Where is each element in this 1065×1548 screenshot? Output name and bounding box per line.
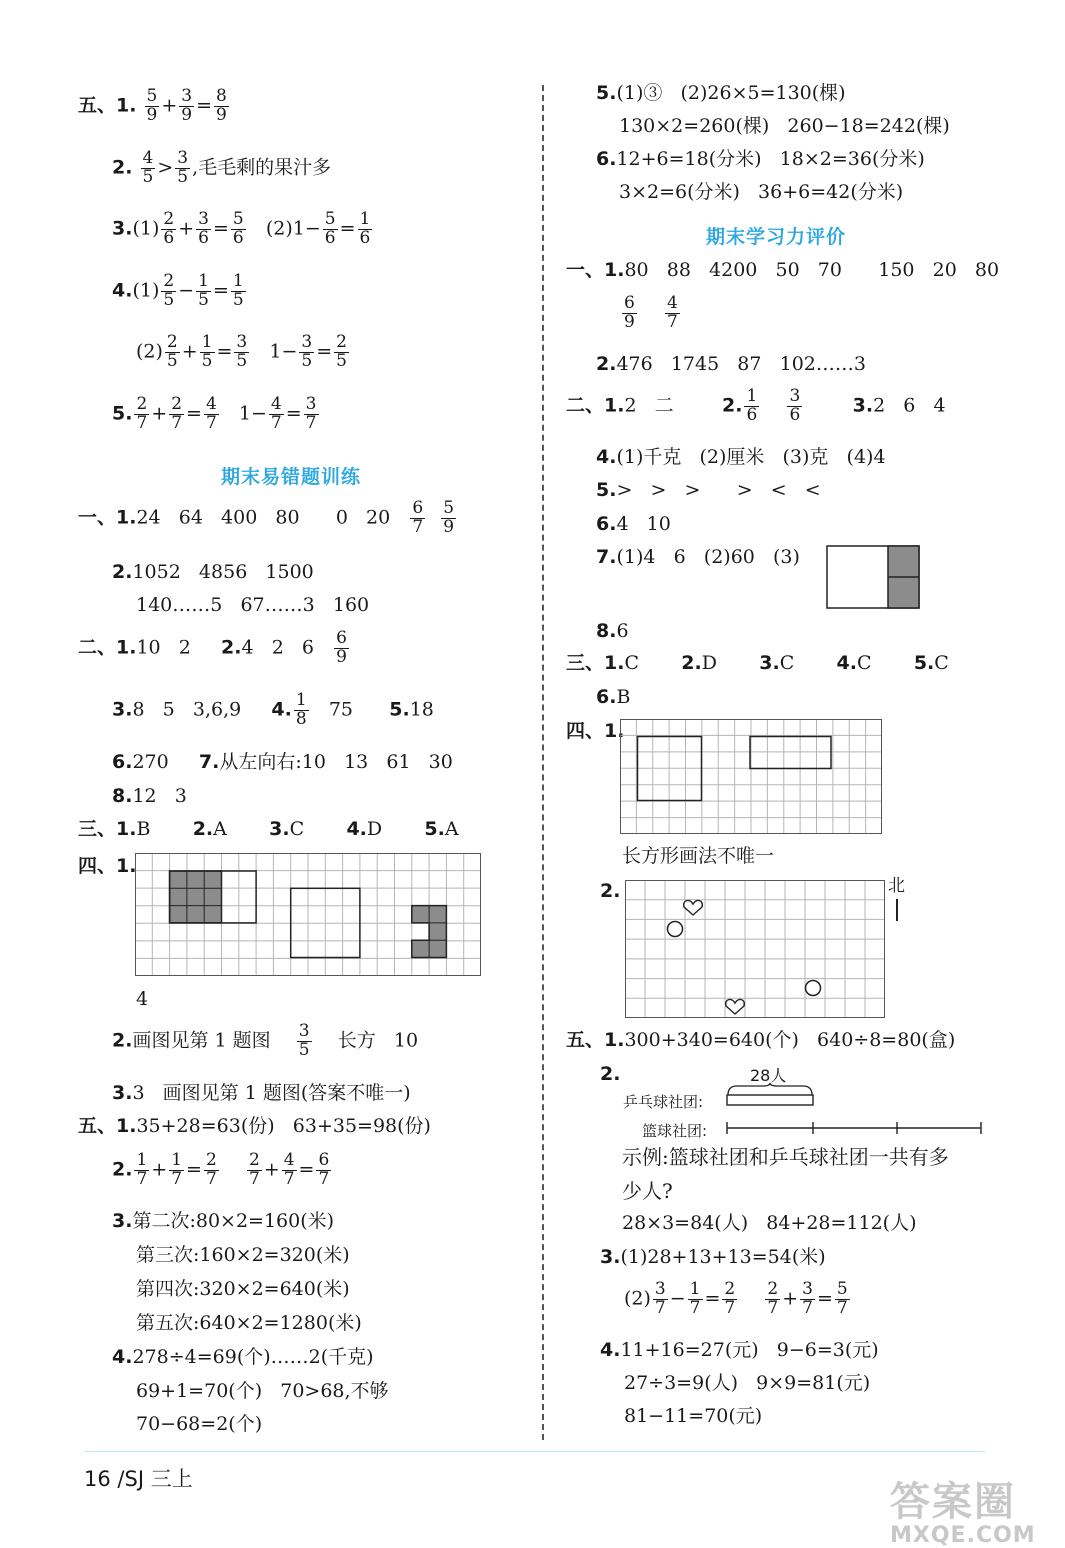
- fraction: $\frac{3}{9}$: [181, 86, 193, 125]
- fraction: $\frac{8}{9}$: [216, 86, 227, 125]
- right-r16a: 示例:篮球社团和乒乓球社团一共有多: [622, 1145, 949, 1169]
- right-r13-note: 长方形画法不唯一: [622, 845, 775, 867]
- left-t11: 五、1.35+28=63(份) 63+35=98(份): [78, 1115, 431, 1137]
- left-t7: 三、1.B 2.A 3.C 4.D 5.A: [78, 818, 459, 840]
- left-t13c: 第四次:320×2=640(米): [136, 1278, 350, 1300]
- left-t8-answer: 4: [136, 988, 149, 1010]
- shaded-square: [170, 871, 222, 923]
- left-s5-line3: 3.(1) $\frac{2}{6}$ + $\frac{3}{6}$ = $\frac{5}{6}$ (2)1− $\frac{5}{6}$ = $\frac{1}{6}$: [112, 209, 371, 248]
- right-r6: 4.(1)千克 (2)厘米 (3)克 (4)4: [596, 446, 886, 468]
- pingpong-bar: [725, 1093, 817, 1107]
- right-r3b: $\frac{6}{9}$ $\frac{4}{7}$: [624, 293, 678, 332]
- right-r16b: 少人?: [622, 1179, 673, 1203]
- right-r2: 6.12+6=18(分米) 18×2=36(分米): [596, 148, 925, 170]
- right-r9: 7.(1)4 6 (2)60 (3): [596, 546, 800, 568]
- left-grid-figure: [135, 853, 481, 976]
- left-t14c: 70−68=2(个): [136, 1413, 263, 1435]
- circle-marker: [806, 981, 821, 996]
- right-r8: 6.4 10: [596, 513, 671, 535]
- diagram-row1-label: 乒乓球社团:: [623, 1093, 704, 1111]
- diagram-top-label: 28人: [750, 1066, 787, 1085]
- left-t14: 4.278÷4=69(个)……2(千克): [112, 1346, 374, 1368]
- fraction: $\frac{5}{9}$: [146, 86, 158, 125]
- left-t10: 3.3 画图见第 1 题图(答案不唯一): [112, 1082, 411, 1104]
- right-r16: 2.: [600, 1063, 621, 1085]
- right-r10: 8.6: [596, 620, 629, 642]
- page-footer: [84, 1463, 193, 1493]
- right-r12: 6.B: [596, 686, 631, 708]
- left-t6: 8.12 3: [112, 785, 187, 807]
- left-s5-line1: 五、1. $\frac{5}{9}$ + $\frac{3}{9}$ = $\frac{8}{9}$: [78, 86, 227, 125]
- right-r15: 五、1.300+340=640(个) 640÷8=80(盒): [566, 1029, 956, 1051]
- right-r18: 4.11+16=27(元) 9−6=3(元): [600, 1339, 879, 1361]
- heart-marker: [684, 900, 703, 915]
- right-r2b: 3×2=6(分米) 36+6=42(分米): [619, 181, 904, 203]
- diagram-row2-label: 篮球社团:: [642, 1122, 708, 1140]
- fraction: $\frac{3}{5}$: [177, 148, 189, 187]
- footer-rule: [85, 1451, 985, 1452]
- right-r16c: 28×3=84(人) 84+28=112(人): [622, 1212, 917, 1234]
- left-t3: 二、1.10 2 2.4 2 6 $\frac{6}{9}$: [78, 628, 347, 667]
- right-r14: 2.: [600, 880, 621, 902]
- section-title-evaluation: 期末学习力评价: [706, 226, 847, 248]
- left-t13d: 第五次:640×2=1280(米): [136, 1312, 362, 1334]
- right-r4: 2.476 1745 87 102……3: [596, 353, 866, 375]
- question-label: 五、1.: [78, 94, 137, 117]
- right-grid-figure-1: [620, 719, 882, 834]
- right-r1b: 130×2=260(棵) 260−18=242(棵): [619, 115, 950, 137]
- section-title-errors: 期末易错题训练: [221, 466, 362, 488]
- left-s5-line4: 4.(1) $\frac{2}{5}$ − $\frac{1}{5}$ = $\frac{1}{5}$: [112, 271, 244, 310]
- r9-square-figure: [826, 545, 920, 609]
- outline-rectangle: [750, 737, 831, 769]
- north-label: 北: [888, 876, 905, 896]
- right-r18b: 27÷3=9(人) 9×9=81(元): [624, 1372, 871, 1394]
- left-t13: 3.第二次:80×2=160(米): [112, 1210, 335, 1232]
- left-s5-line4b: (2) $\frac{2}{5}$ + $\frac{1}{5}$ = $\frac{3}{5}$ 1− $\frac{3}{5}$ = $\frac{2}{5}$: [136, 332, 347, 371]
- footer-separator: /: [117, 1467, 125, 1491]
- right-r1: 5.(1)③ (2)26×5=130(棵): [596, 82, 846, 104]
- left-s5-line2: 2. $\frac{4}{5}$ > $\frac{3}{5}$ ,毛毛剩的果汁多: [112, 148, 332, 187]
- left-s5-line5: 5. $\frac{2}{7}$ + $\frac{2}{7}$ = $\frac{4}{7}$ 1− $\frac{4}{7}$ = $\frac{3}{7}$: [112, 394, 317, 433]
- page-number: 16: [84, 1467, 111, 1491]
- grid-lines: [625, 880, 885, 1018]
- right-r5: 二、1.2 二 2. $\frac{1}{6}$ $\frac{3}{6}$ 3.2 6 4: [566, 386, 946, 425]
- right-grid-figure-2: [625, 880, 885, 1018]
- right-r7: 5.> > > > < <: [596, 479, 821, 501]
- north-arrow-icon: [893, 898, 901, 922]
- left-t12: 2. $\frac{1}{7}$ + $\frac{1}{7}$ = $\frac{2}{7}$ $\frac{2}{7}$ + $\frac{4}{7}$ = $\frac{6}{7}$: [112, 1150, 330, 1189]
- left-t2b: 140……5 67……3 160: [136, 594, 370, 616]
- left-t13b: 第三次:160×2=320(米): [136, 1244, 350, 1266]
- circle-marker: [668, 922, 683, 937]
- right-r13: 四、1.: [566, 720, 625, 742]
- right-r17b: (2) $\frac{3}{7}$ − $\frac{1}{7}$ = $\frac{2}{7}$ $\frac{2}{7}$ + $\frac{3}{7}$ = $\frac{5}{7}$: [624, 1279, 848, 1318]
- left-t8: 四、1.: [78, 855, 137, 877]
- left-t5: 6.270 7.从左向右:10 13 61 30: [112, 751, 453, 773]
- right-r3: 一、1.80 88 4200 50 70 150 20 80: [566, 259, 1000, 281]
- left-t9: 2.画图见第 1 题图 $\frac{3}{5}$ 长方 10: [112, 1021, 419, 1060]
- right-r18c: 81−11=70(元): [624, 1405, 763, 1427]
- fraction: $\frac{4}{5}$: [142, 148, 154, 187]
- heart-marker: [726, 999, 745, 1014]
- watermark-logo: 答案圈 MXQE.COM: [890, 1479, 1036, 1548]
- basketball-bar: [725, 1121, 983, 1135]
- left-t2: 2.1052 4856 1500: [112, 561, 314, 583]
- left-t1: 一、1.24 64 400 80 0 20 $\frac{6}{7}$ $\frac{5}{9}$: [78, 498, 455, 537]
- book-label: SJ 三上: [124, 1467, 193, 1491]
- left-t14b: 69+1=70(个) 70>68,不够: [136, 1380, 389, 1402]
- left-t4: 3.8 5 3,6,9 4. $\frac{1}{8}$ 75 5.18: [112, 690, 434, 729]
- right-r17: 3.(1)28+13+13=54(米): [600, 1246, 826, 1268]
- right-r11: 三、1.C 2.D 3.C 4.C 5.C: [566, 652, 949, 674]
- column-divider: [542, 85, 544, 1440]
